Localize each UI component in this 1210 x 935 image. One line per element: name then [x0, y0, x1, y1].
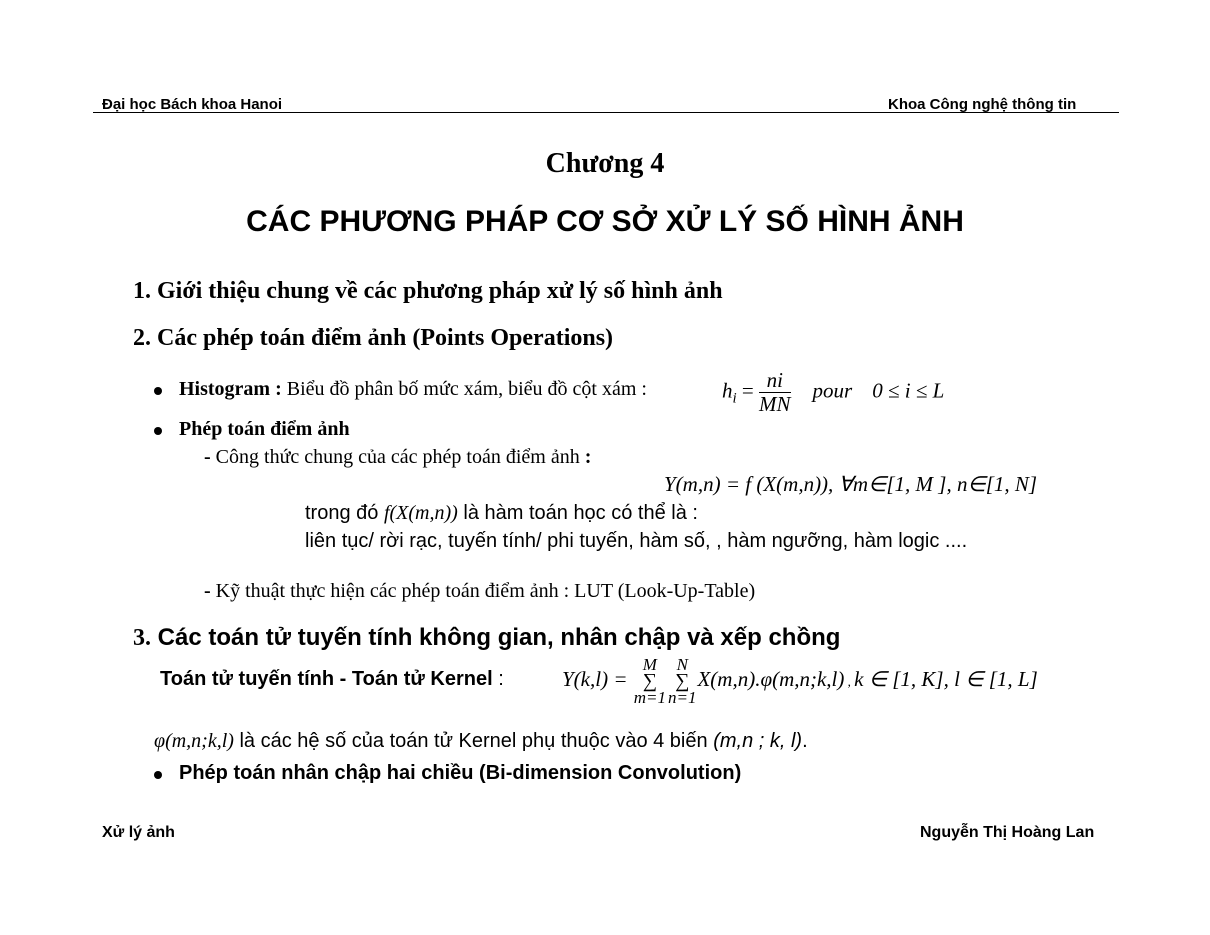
bullet-point-ops — [154, 427, 162, 435]
footer-right: Nguyễn Thị Hoàng Lan — [920, 824, 1095, 841]
point-ops-general-colon: : — [584, 446, 592, 468]
phi-symbol: φ(m,n;k,l) — [154, 730, 234, 752]
phi-end: . — [802, 730, 808, 752]
section-1-heading: 1. Giới thiệu chung về các phương pháp xử lý số hình ảnh — [133, 278, 723, 304]
phi-vars: (m,n ; k, l) — [713, 730, 803, 752]
histogram-fraction — [759, 370, 791, 415]
kernel-label: Toán tử tuyến tính - Toán tử Kernel — [160, 668, 493, 690]
where-suffix: là hàm toán học có thể là : — [457, 502, 698, 524]
kernel-colon: : — [492, 668, 504, 690]
kernel-sigma-n: ∑ — [675, 670, 690, 692]
kernel-sum-n — [668, 656, 696, 706]
kernel-sum-m — [634, 656, 666, 706]
histogram-formula-range: 0 ≤ i ≤ L — [872, 378, 945, 403]
lut-text: Kỹ thuật thực hiện các phép toán điểm ảnh : LUT (Look-Up-Table) — [215, 580, 756, 602]
kernel-line — [160, 668, 504, 691]
header-right: Khoa Công nghệ thông tin — [888, 96, 1077, 113]
point-ops-where — [305, 502, 698, 525]
kernel-sum-m-top: M — [642, 655, 657, 674]
section-3-text: Các toán tử tuyến tính không gian, nhân chập và xếp chồng — [151, 624, 841, 651]
section-3-number: 3. — [133, 625, 151, 651]
histogram-formula-sub: i — [732, 390, 737, 407]
phi-line — [154, 730, 808, 753]
section-3-heading — [133, 624, 840, 652]
histogram-formula-pour: pour — [812, 378, 853, 403]
point-ops-formula: Y(m,n) = f (X(m,n)), ∀m∈[1, M ], n∈[1, N] — [664, 472, 1038, 496]
histogram-fraction-denominator: MN — [759, 392, 791, 416]
histogram-text: Biểu đồ phân bố mức xám, biểu đồ cột xám : — [281, 378, 647, 400]
histogram-formula-eq: = — [736, 378, 760, 403]
footer-left: Xử lý ảnh — [102, 824, 175, 841]
bullet-histogram — [154, 387, 162, 395]
kernel-formula-body: X(m,n).φ(m,n;k,l) — [697, 666, 845, 691]
page-title: CÁC PHƯƠNG PHÁP CƠ SỞ XỬ LÝ SỐ HÌNH ẢNH — [246, 205, 964, 238]
where-function: f(X(m,n)) — [383, 502, 458, 524]
header-rule — [93, 112, 1119, 113]
point-ops-general-dash: - — [204, 446, 216, 468]
histogram-fraction-numerator: ni — [759, 370, 791, 393]
phi-text: là các hệ số của toán tử Kernel phụ thuộc vào 4 biến — [233, 730, 714, 752]
lut-dash: - — [204, 580, 216, 602]
point-ops-label: Phép toán điểm ảnh — [179, 418, 350, 440]
point-ops-general — [204, 446, 591, 469]
function-types-list: liên tục/ rời rạc, tuyến tính/ phi tuyến, hàm số, , hàm ngưỡng, hàm logic .... — [305, 530, 968, 552]
section-2-heading: 2. Các phép toán điểm ảnh (Points Operations) — [133, 325, 614, 351]
where-prefix: trong đó — [305, 502, 384, 524]
kernel-formula — [562, 656, 1038, 706]
kernel-sum-n-top: N — [676, 655, 688, 674]
point-ops-general-text: Công thức chung của các phép toán điểm ảnh — [215, 446, 585, 468]
kernel-formula-lhs: Y(k,l) = — [562, 666, 633, 691]
histogram-label: Histogram : — [179, 378, 282, 400]
kernel-sigma-m: ∑ — [642, 670, 657, 692]
bullet-convolution — [154, 771, 162, 779]
kernel-sum-n-bottom: n=1 — [668, 688, 697, 707]
kernel-formula-range: k ∈ [1, K], l ∈ [1, L] — [854, 666, 1038, 691]
histogram-line — [179, 378, 647, 401]
histogram-formula — [722, 370, 944, 415]
lut-line — [204, 580, 755, 603]
histogram-formula-lhs: h — [722, 378, 733, 403]
convolution-heading: Phép toán nhân chập hai chiều (Bi-dimension Convolution) — [179, 762, 742, 784]
chapter-heading: Chương 4 — [545, 148, 665, 179]
kernel-sum-m-bottom: m=1 — [633, 688, 666, 707]
header-left: Đại học Bách khoa Hanoi — [102, 96, 283, 113]
kernel-formula-sep: , — [844, 673, 855, 689]
